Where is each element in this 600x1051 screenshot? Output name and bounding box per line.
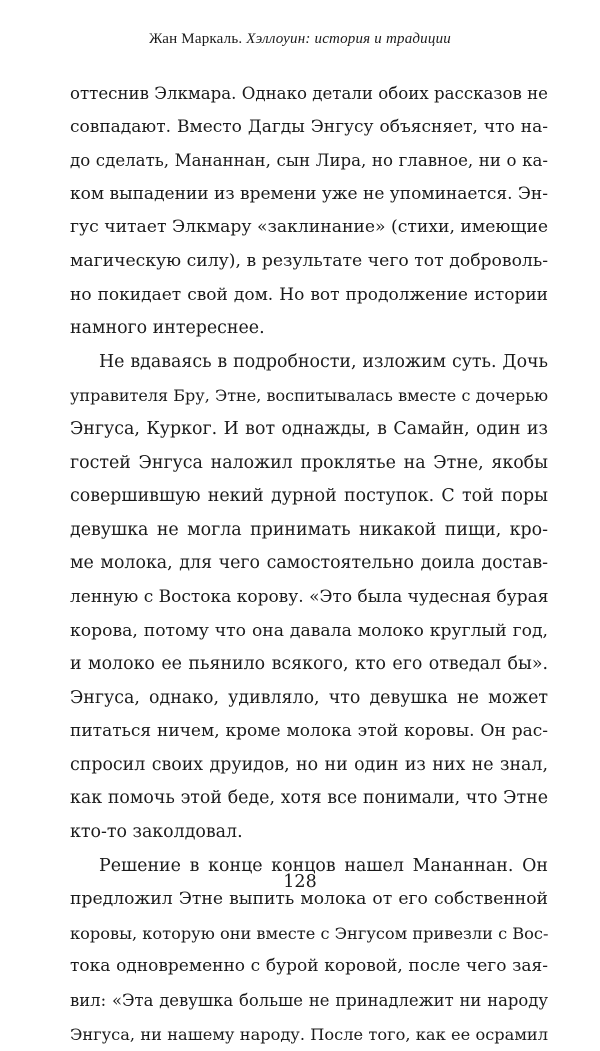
- text-line: до сделать, Мананнан, сын Лира, но главное, ни о ка-: [70, 151, 548, 171]
- text-line: Энгуса, однако, удивляло, что девушка не может: [70, 687, 548, 708]
- text-line: Решение в конце концов нашел Мананнан. Он: [99, 855, 548, 876]
- text-line: Энгуса, ни нашему народу. После того, как ее осрамил: [70, 1024, 548, 1044]
- text-line: магическую силу), в результате чего тот доброволь-: [70, 250, 548, 271]
- text-line: кто-то заколдовал.: [70, 822, 243, 843]
- running-head-author: Жан Маркаль.: [149, 31, 243, 47]
- text-line: как помочь этой беде, хотя все понимали, что Этне: [70, 788, 548, 809]
- page-number: 128: [283, 872, 317, 892]
- running-head-book-title: Хэллоуин: история и традиции: [246, 31, 451, 47]
- text-line: ленную с Востока корову. «Это была чудесная бурая: [70, 586, 549, 607]
- running-head: [40, 31, 560, 48]
- text-line: ме молока, для чего самостоятельно доила достав-: [70, 553, 548, 574]
- paragraph: [70, 346, 548, 850]
- text-line: Не вдаваясь в подробности, изложим суть. Дочь: [99, 351, 548, 372]
- text-line: корова, потому что она давала молоко круглый год,: [70, 620, 548, 641]
- text-line: тока одновременно с бурой коровой, после чего зая-: [70, 956, 548, 977]
- text-line: питаться ничем, кроме молока этой коровы. Он рас-: [70, 721, 548, 742]
- text-line: оттеснив Элкмара. Однако детали обоих рассказов не: [70, 84, 548, 103]
- text-line: совершившую некий дурной поступок. С той поры: [70, 486, 548, 507]
- text-line: ком выпадении из времени уже не упоминается. Эн-: [70, 183, 548, 204]
- text-line: гостей Энгуса наложил проклятье на Этне, якобы: [70, 452, 548, 473]
- text-line: вил: «Эта девушка больше не принадлежит ни народу: [70, 991, 548, 1011]
- paragraph: [70, 77, 548, 346]
- text-line: совпадают. Вместо Дагды Энгусу объясняет, что на-: [70, 116, 548, 137]
- body-text: [70, 77, 548, 1051]
- text-line: предложил Этне выпить молока от его собственной: [70, 889, 548, 910]
- text-line: коровы, которую они вместе с Энгусом привезли с Вос-: [70, 923, 549, 943]
- text-line: и молоко ее пьянило всякого, кто его отведал бы».: [70, 654, 548, 675]
- text-line: намного интереснее.: [70, 318, 265, 339]
- text-line: спросил своих друидов, но ни один из них не знал,: [70, 754, 548, 775]
- text-line: Энгуса, Курког. И вот однажды, в Самайн, один из: [70, 418, 548, 439]
- text-line: гус читает Элкмару «заклинание» (стихи, имеющие: [70, 217, 548, 238]
- text-line: девушка не могла принимать никакой пищи, кро-: [70, 519, 548, 540]
- text-line: но покидает свой дом. Но вот продолжение истории: [70, 284, 548, 305]
- text-line: управителя Бру, Этне, воспитывалась вместе с дочерью: [70, 386, 548, 406]
